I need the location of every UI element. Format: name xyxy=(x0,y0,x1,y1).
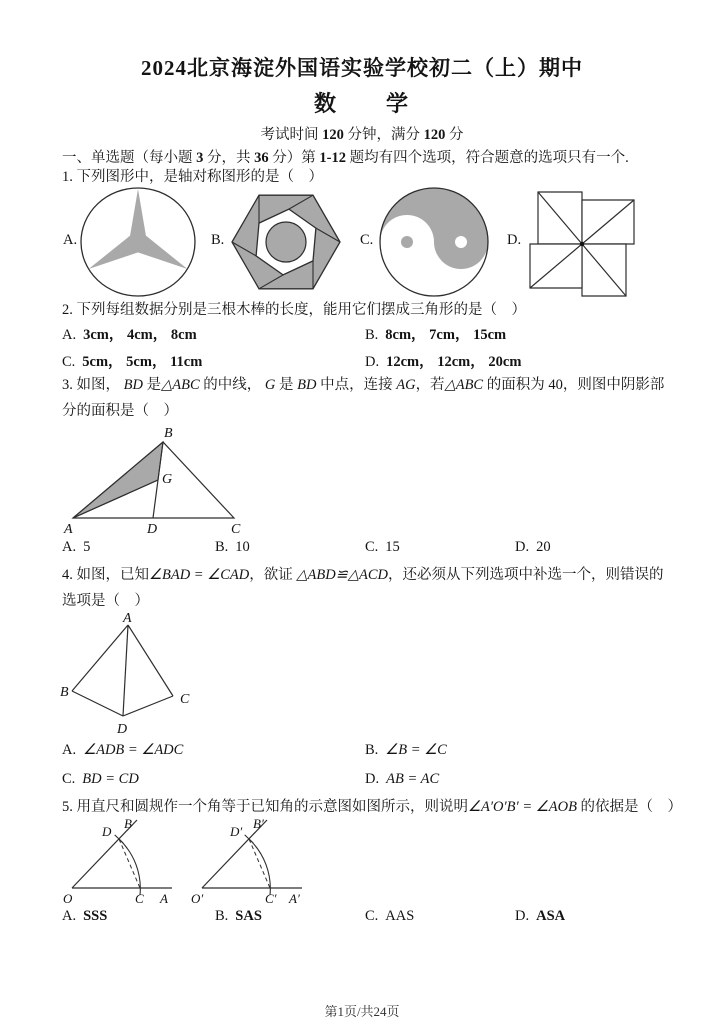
q5-option-a: A. SSS xyxy=(62,908,108,924)
q1-figure-three-pointed-star xyxy=(78,186,198,298)
vertex-label-d: D xyxy=(147,522,158,537)
option-label: C. xyxy=(62,354,76,370)
q1-option-a-label: A. xyxy=(63,232,78,248)
vertex-label-a: A xyxy=(64,522,73,537)
q2-option-a xyxy=(62,323,197,344)
option-label: B. xyxy=(365,327,379,343)
vertex-label-c: C xyxy=(135,891,144,906)
vertex-label-a: A xyxy=(160,891,168,906)
vertex-label-d: D xyxy=(102,824,112,839)
question-2-text: 2. 下列每组数据分别是三根木棒的长度，能用它们摆成三角形的是（ ） xyxy=(62,302,526,318)
q5-option-c: C. AAS xyxy=(365,908,415,924)
vertex-label-c: C xyxy=(231,522,241,537)
q3-option-d: D. 20 xyxy=(515,539,551,555)
q1-figure-hexagon-nut xyxy=(228,186,344,298)
vertex-label-b: B xyxy=(60,685,69,700)
vertex-label-o-prime: O′ xyxy=(191,891,204,906)
q2-option-b xyxy=(365,323,506,344)
q4-figure-kite xyxy=(60,612,250,740)
vertex-label-d: D xyxy=(117,722,128,737)
q1-figure-pinwheel xyxy=(520,188,644,300)
option-text: 8cm， 7cm， 15cm xyxy=(385,327,507,343)
q5-option-d: D. ASA xyxy=(515,908,566,924)
q5-option-b: B. SAS xyxy=(215,908,262,924)
option-text: 5cm， 5cm， 11cm xyxy=(82,354,203,370)
vertex-label-o: O xyxy=(63,891,73,906)
q4-option-b: B. ∠B = ∠C xyxy=(365,742,447,758)
exam-info: 考试时间 120 分钟，满分 120 分 xyxy=(260,127,464,143)
vertex-label-b: B xyxy=(124,816,132,831)
question-4-text: 4. 如图，已知∠BAD = ∠CAD，欲证 △ABD≌△ACD，还必须从下列选项中补选一个，则错误的选项是（ ） xyxy=(62,567,664,609)
vertex-label-b-prime: B′ xyxy=(253,816,264,831)
question-3-text: 3. 如图， BD 是△ABC 的中线， G 是 BD 中点，连接 AG，若△ABC 的面积为 40，则图中阴影部分的面积是（ ） xyxy=(62,377,665,419)
vertex-label-c: C xyxy=(180,692,190,707)
q5-figure-angle-copy xyxy=(186,816,316,910)
q3-option-a: A. 5 xyxy=(62,539,91,555)
section-heading: 一、单选题（每小题 3 分，共 36 分）第 1-12 题均有四个选项，符合题意的选项只有一个. xyxy=(62,150,629,166)
q3-option-c: C. 15 xyxy=(365,539,400,555)
option-text: 12cm， 12cm， 20cm xyxy=(386,354,522,370)
q1-option-d-label: D. xyxy=(507,232,522,248)
q1-option-c-label: C. xyxy=(360,232,374,248)
q4-option-c: C. BD = CD xyxy=(62,771,139,787)
q5-figure-angle-original xyxy=(56,816,186,910)
vertex-label-d-prime: D′ xyxy=(230,824,243,839)
q2-option-d xyxy=(365,350,521,371)
option-text: 3cm， 4cm， 8cm xyxy=(83,327,197,343)
question-5-text: 5. 用直尺和圆规作一个角等于已知角的示意图如图所示，则说明∠A′O′B′ = ∠AOB 的依据是（ ） xyxy=(62,799,683,815)
q3-figure-triangle xyxy=(58,424,308,538)
q3-option-b: B. 10 xyxy=(215,539,250,555)
q2-option-c xyxy=(62,350,202,371)
option-label: A. xyxy=(62,327,77,343)
q4-option-d: D. AB = AC xyxy=(365,771,440,787)
q1-option-b-label: B. xyxy=(211,232,225,248)
q4-option-a: A. ∠ADB = ∠ADC xyxy=(62,742,184,758)
page-title: 2024北京海淀外国语实验学校初二（上）期中 xyxy=(141,56,583,80)
subject-title: 数 学 xyxy=(313,91,410,116)
question-1-text: 1. 下列图形中，是轴对称图形的是（ ） xyxy=(62,169,323,185)
page-footer: 第1页/共24页 xyxy=(324,1004,400,1019)
q1-figure-yin-yang xyxy=(374,186,494,298)
vertex-label-a-prime: A′ xyxy=(289,891,300,906)
vertex-label-c-prime: C′ xyxy=(265,891,277,906)
vertex-label-b: B xyxy=(164,426,173,441)
option-label: D. xyxy=(365,354,380,370)
vertex-label-a: A xyxy=(123,612,132,626)
vertex-label-g: G xyxy=(162,472,173,487)
